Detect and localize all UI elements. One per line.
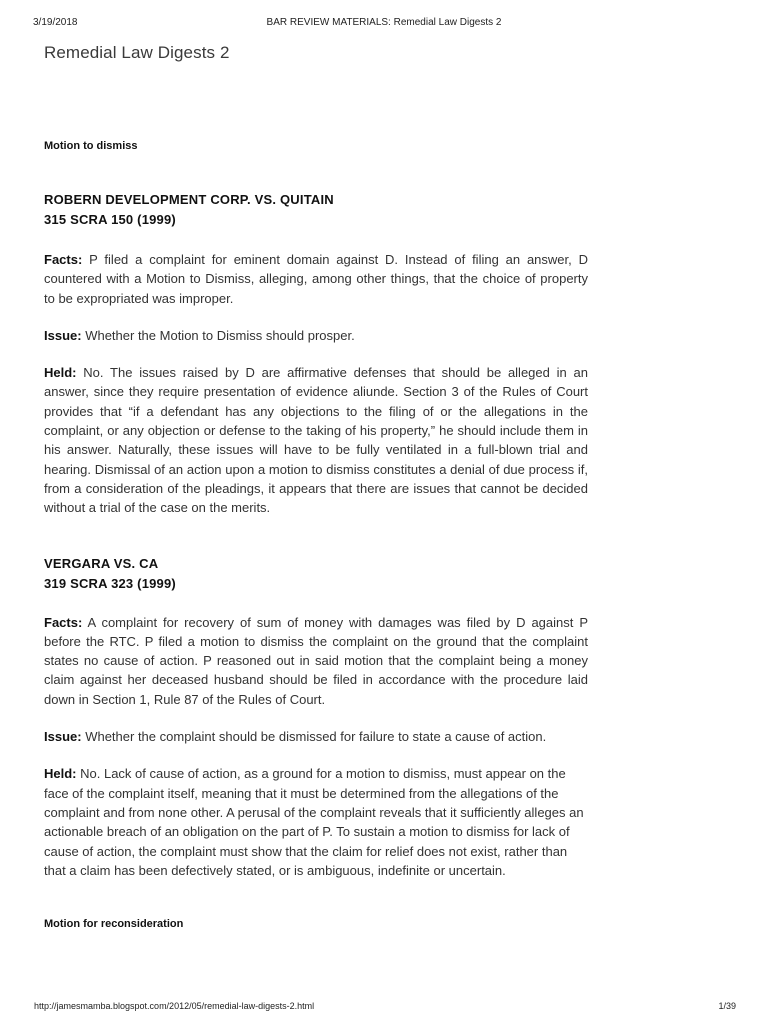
document-body (44, 43, 588, 930)
section-heading-motion-for-reconsideration: Motion for reconsideration (44, 918, 184, 931)
issue-label: Issue: (44, 327, 82, 343)
print-source-url: http://jamesmamba.blogspot.com/2012/05/remedial-law-digests-2.html (34, 1001, 315, 1011)
issue-text: Whether the Motion to Dismiss should prosper. (85, 327, 355, 343)
issue-label: Issue: (44, 729, 82, 745)
case-robern-vs-quitain (44, 190, 588, 230)
case-issue (44, 326, 588, 345)
case-citation: 319 SCRA 323 (1999) (44, 575, 176, 591)
held-label: Held: (44, 365, 77, 381)
issue-text: Whether the complaint should be dismissed for failure to state a cause of action. (85, 729, 547, 745)
case-issue (44, 727, 588, 746)
case-vergara-vs-ca (44, 554, 588, 594)
page-title: Remedial Law Digests 2 (44, 43, 230, 62)
print-document-title: BAR REVIEW MATERIALS: Remedial Law Digests 2 (266, 17, 502, 28)
case-facts (44, 613, 588, 709)
print-header (0, 17, 768, 31)
facts-text: P filed a complaint for eminent domain against D. Instead of filing an answer, D countered with a Motion to Dismiss, alleging, among other things, that the choice of property to be expropriated was improper. (44, 252, 588, 306)
case-citation: 315 SCRA 150 (1999) (44, 212, 176, 227)
case-name: VERGARA VS. CA (44, 555, 159, 571)
facts-label: Facts: (44, 252, 83, 267)
case-held (44, 363, 588, 517)
held-text: No. Lack of cause of action, as a ground for a motion to dismiss, must appear on the face of the complaint itself, meaning that it must be determined from the allegations of the complaint and from none other. A perusal of the complaint reveals that it sufficiently alleges an actionable breach of an obligation on the part of P. To sustain a motion to dismiss for lack of cause of action, the complaint must show that the claim for relief does not exist, rather than that a claim has been defectively stated, or is ambiguous, indefinite or uncertain. (44, 766, 584, 878)
facts-text: A complaint for recovery of sum of money with damages was filed by D against P before the RTC. P filed a motion to dismiss the complaint on the ground that the complaint states no cause of action. P reasoned out in said motion that the complaint being a money claim against her deceased husband should be filed in accordance with the procedure laid down in Section 1, Rule 87 of the Rules of Court. (44, 614, 588, 707)
page-number: 1/39 (718, 1001, 736, 1011)
case-name: ROBERN DEVELOPMENT CORP. VS. QUITAIN (44, 192, 334, 207)
held-label: Held: (44, 766, 77, 782)
print-date: 3/19/2018 (33, 17, 78, 28)
section-heading-motion-to-dismiss: Motion to dismiss (44, 140, 138, 152)
print-footer (0, 1001, 768, 1015)
held-text: No. The issues raised by D are affirmative defenses that should be alleged in an answer, since they require presentation of evidence aliunde. Section 3 of the Rules of Court provides that “if a defendant has any objections to the filing of or the allegations in the complaint, or any objection or defense to the taking of his property,” he should include them in his answer. Naturally, these issues will have to be fully ventilated in a full-blown trial and hearing. Dismissal of an action upon a motion to dismiss constitutes a denial of due process if, from a consideration of the pleadings, it appears that there are issues that cannot be decided without a trial of the case on the merits. (44, 365, 588, 516)
case-facts (44, 250, 588, 308)
facts-label: Facts: (44, 614, 83, 630)
case-held (44, 764, 588, 880)
